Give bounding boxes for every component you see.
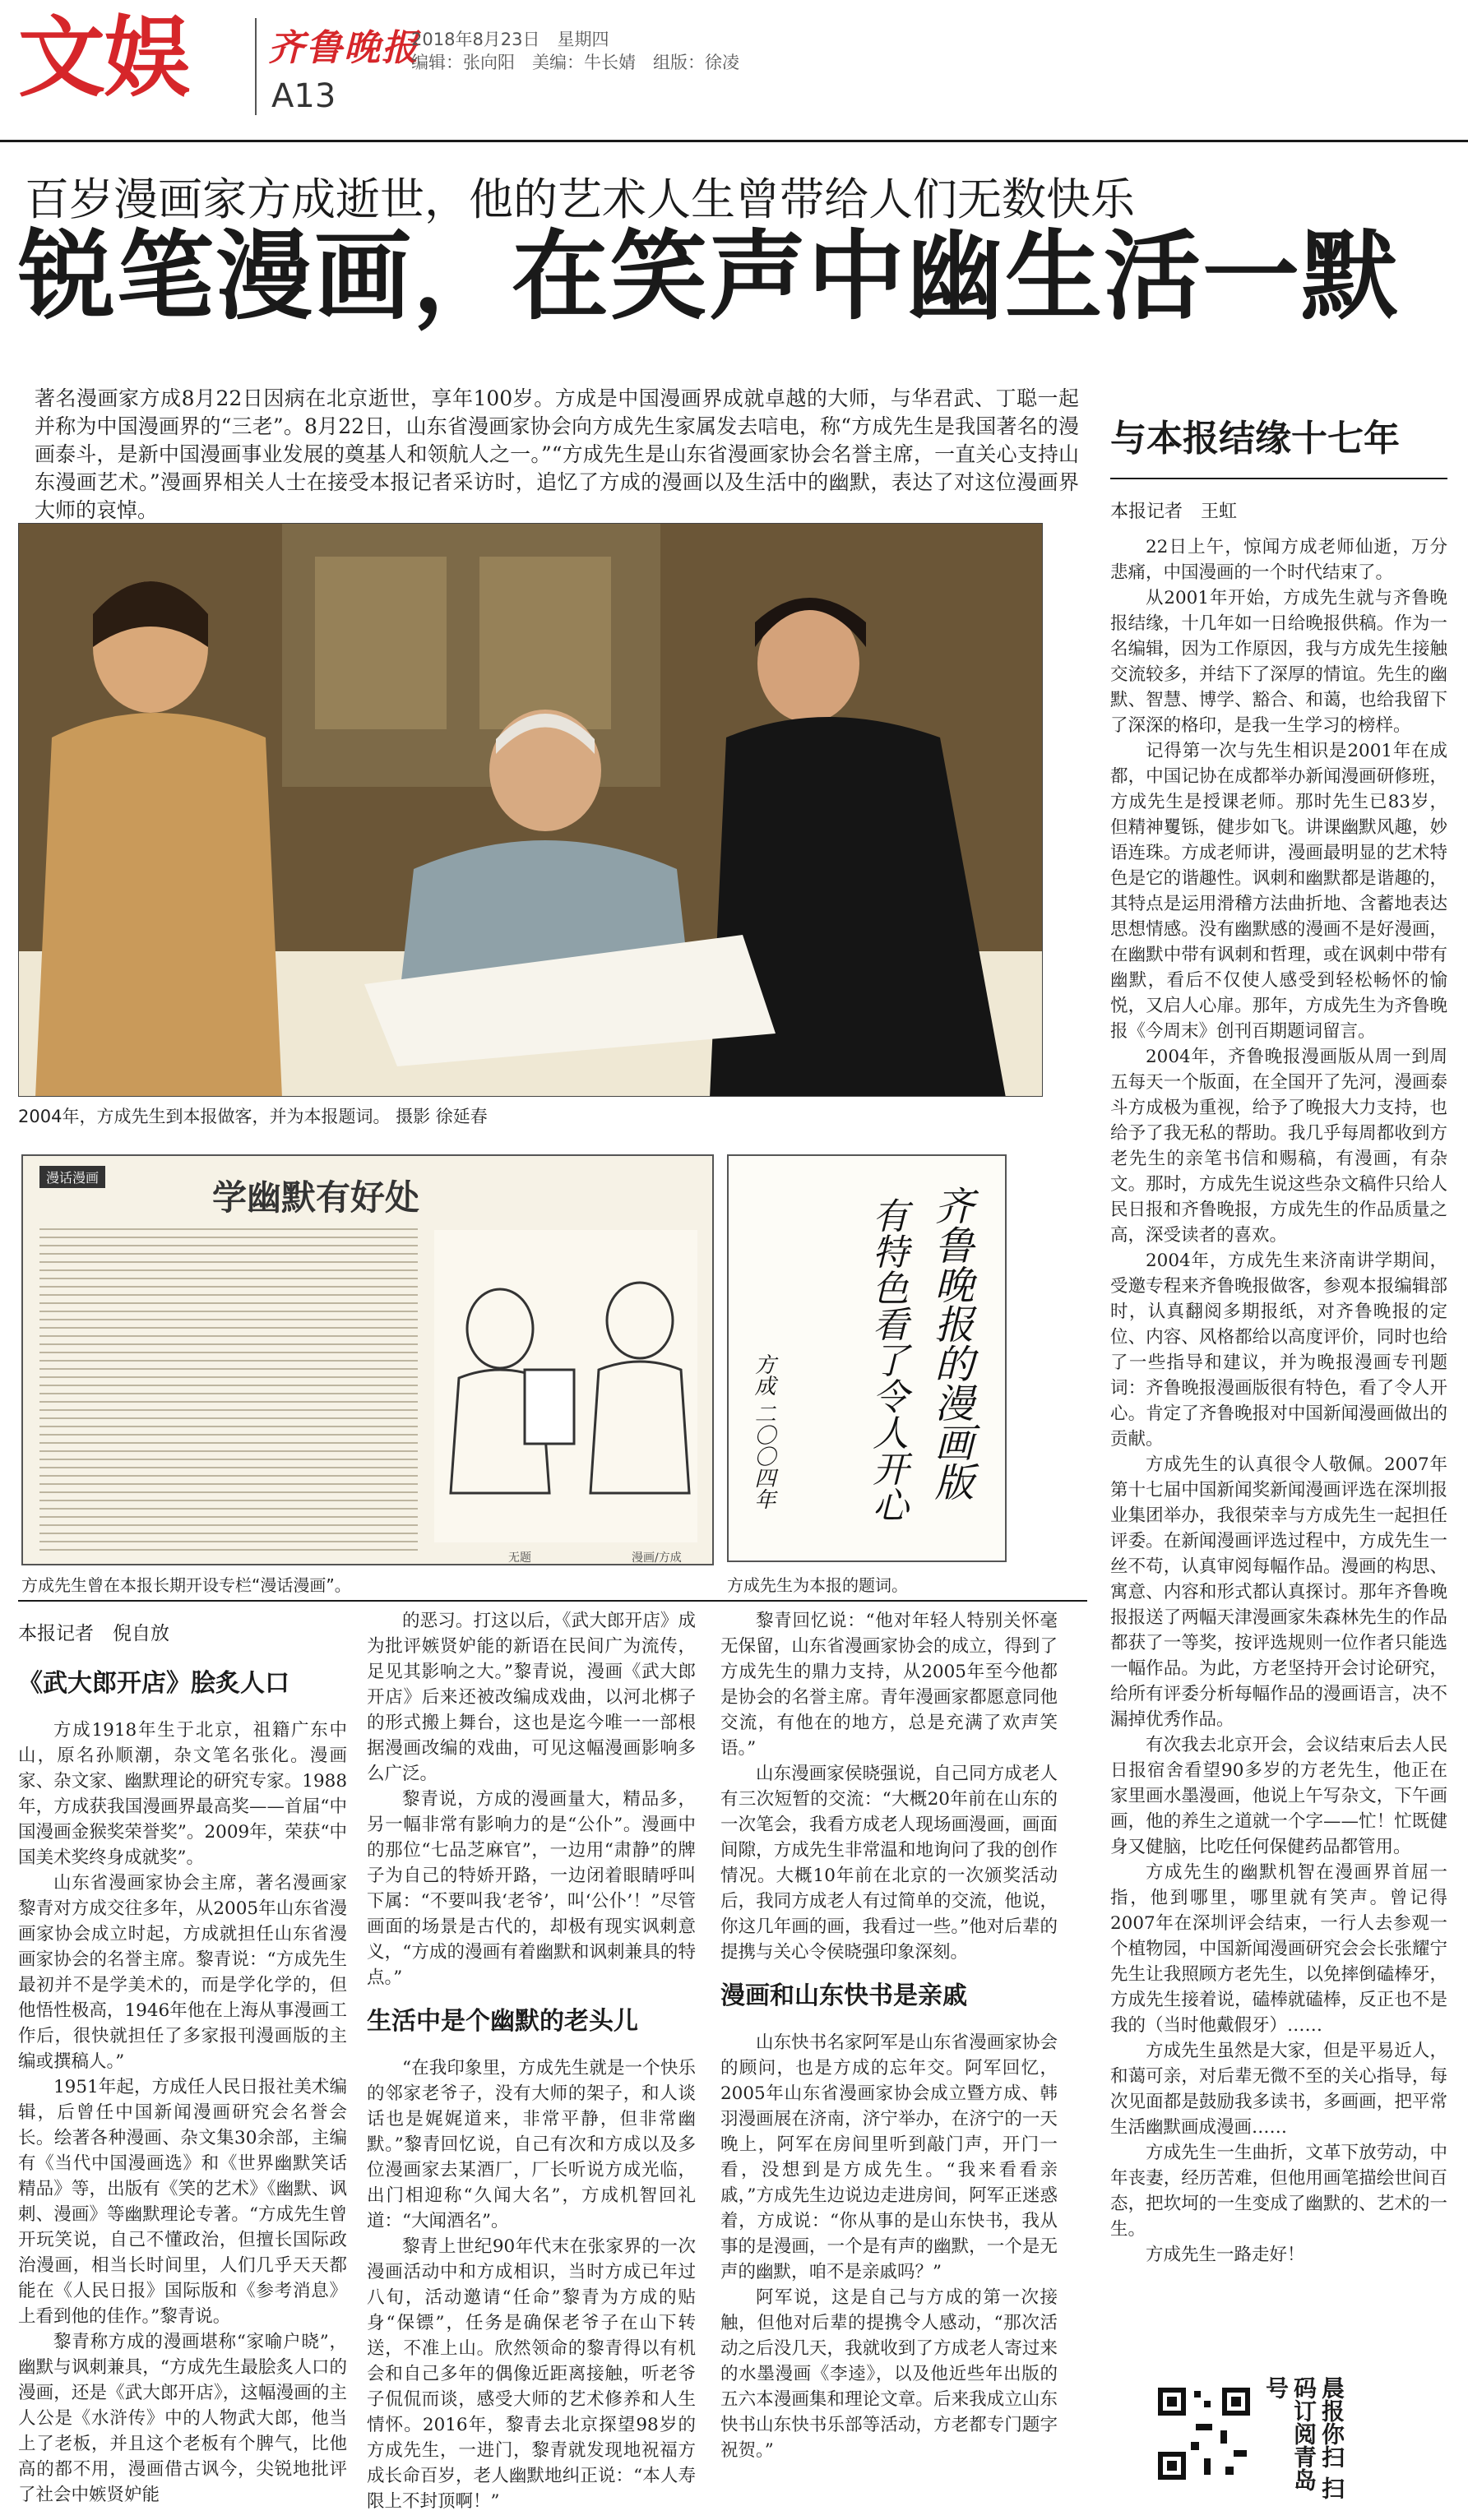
comic-right-label: 漫画/方成	[632, 1551, 682, 1565]
issue-date: 2018年8月23日 星期四	[411, 30, 609, 49]
section-title: 文娱	[18, 7, 189, 109]
article-paragraph: 的恶习。打这以后，《武大郎开店》成为批评嫉贤妒能的新语在民间广为流传，足见其影响之大。”黎青说，漫画《武大郎开店》后来还被改编成戏曲，以河北梆子的形式搬上舞台，这也是迄今唯一一部根据漫画改编的戏曲，可见这幅漫画影响多么广泛。	[367, 1611, 696, 1784]
article-column-2	[367, 1608, 696, 2514]
side-paragraph: 2004年，方成先生来济南讲学期间，受邀专程来齐鲁晚报做客，参观本报编辑部时，认真翻阅多期报纸，对齐鲁晚报的定位、内容、风格都给以高度评价，同时也给了一些指导和建议，并为晚报漫画专刊题词：齐鲁晚报漫画版很有特色，看了令人开心。肯定了齐鲁晚报对中国新闻漫画做出的贡献。	[1110, 1250, 1447, 1450]
comic-caption: 方成先生曾在本报长期开设专栏“漫话漫画”。	[21, 1575, 351, 1595]
article-paragraph: 山东漫画家侯晓强说，自己同方成老人有三次短暂的交流：“大概20年前在山东的一次笔会，我看方成老人现场画漫画，画面间隙，方成先生非常温和地询问了我的创作情况。大概10年前在北京的一次颁奖活动后，我同方成老人有过简单的交流，他说，你这几年画的画，我看过一些。”他对后辈的提携与关心令侯晓强印象深刻。	[720, 1764, 1058, 1963]
headline-kicker: 百岁漫画家方成逝世，他的艺术人生曾带给人们无数快乐	[25, 173, 1135, 225]
side-byline: 本报记者 王虹	[1110, 501, 1238, 522]
article-paragraph: 山东省漫画家协会主席，著名漫画家黎青对方成交往多年，从2005年山东省漫画家协会成立时起，方成就担任山东省漫画家协会的名誉主席。黎青说：“方成先生最初并不是学美术的，而是学化学的，但他悟性极高，1946年他在上海从事漫画工作后，很快就担任了多家报刊漫画版的主编或撰稿人。”	[18, 1873, 347, 2072]
article-column-3	[720, 1608, 1058, 2463]
calligraphy-caption: 方成先生为本报的题词。	[727, 1575, 908, 1595]
article-paragraph: 1951年起，方成任人民日报社美术编辑，后曾任中国新闻漫画研究会名誉会长。绘著各种漫画、杂文集30余部，主编有《当代中国漫画选》和《世界幽默笑话精品》等，出版有《笑的艺术》《幽默、讽刺、漫画》等幽默理论专著。“方成先生曾开玩笑说，自己不懂政治，但擅长国际政治漫画，相当长时间里，人们几乎天天都能在《人民日报》国际版和《参考消息》上看到他的佳作。”黎青说。	[18, 2077, 347, 2327]
main-headline: 锐笔漫画，在笑声中幽生活一默	[18, 220, 1401, 333]
article-paragraph: 黎青上世纪90年代末在张家界的一次漫画活动中和方成相识，当时方成已年过八旬，活动邀请“任命”黎青为方成的贴身“保镖”，任务是确保老爷子在山下转送，不准上山。欣然领命的黎青得以有机会和自己多年的偶像近距离接触，听老爷子侃侃而谈，感受大师的艺术修养和人生情怀。2016年，黎青去北京探望98岁的方成先生，一进门，黎青就发现地祝福方成长命百岁，老人幽默地纠正说：“本人寿限上不封顶啊！”	[367, 2236, 696, 2512]
comic-clipping	[21, 1154, 714, 1565]
side-paragraph: 方成先生的幽默机智在漫画界首屈一指，他到哪里，哪里就有笑声。曾记得2007年在深圳评会结束，一行人去参观一个植物园，中国新闻漫画研究会会长张耀宁先生让我照顾方老先生，以免摔倒磕棒牙，方成先生接着说，磕棒就磕棒，反正也不是我的（当时他戴假牙）……	[1110, 1861, 1447, 2036]
masthead-divider	[255, 18, 257, 115]
calligraphy-line-2: 有特色看了令人开心	[866, 1197, 908, 1523]
article-paragraph: 阿军说，这是自己与方成的第一次接触，但他对后辈的提携令人感动，“那次活动之后没几天，我就收到了方成老人寄过来的水墨漫画《李逵》，以及他近些年出版的五六本漫画集和理论文章。后来我成立山东快书山东快书乐部等活动，方老都专门题字祝贺。”	[720, 2287, 1058, 2461]
qr-caption: 晨报你扫 扫码订阅青岛号	[1262, 2376, 1345, 2499]
side-paragraph: 方成先生虽然是大家，但是平易近人，和蔼可亲，对后辈无微不至的关心指导，每次见面都是鼓励我多读书，多画画，把平常生活幽默画成漫画……	[1110, 2040, 1447, 2138]
article-paragraph: “在我印象里，方成先生就是一个快乐的邻家老爷子，没有大师的架子，和人谈话也是娓娓道来，非常平静，但非常幽默。”黎青回忆说，自己有次和方成以及多位漫画家去某酒厂，厂长听说方成光临，出门相迎称“久闻大名”，方成机智回礼道：“大闻酒名”。	[367, 2058, 696, 2231]
side-paragraph: 方成先生一生曲折，文革下放劳动，中年丧妻，经历苦难，但他用画笔描绘世间百态，把坎坷的一生变成了幽默的、艺术的一生。	[1110, 2142, 1447, 2240]
calligraphy-panel	[727, 1154, 1007, 1562]
article-subhead: 漫画和山东快书是亲戚	[720, 1981, 967, 2010]
comic-tag: 漫话漫画	[39, 1166, 105, 1188]
side-paragraph: 2004年，齐鲁晚报漫画版从周一到周五每天一个版面，在全国开了先河，漫画泰斗方成极为重视，给予了晚报大力支持，也给予了我无私的帮助。我几乎每周都收到方老先生的亲笔书信和赐稿，有漫画，有杂文。那时，方成先生说这些杂文稿件只给人民日报和齐鲁晚报，方成先生的作品质量之高，深受读者的喜欢。	[1110, 1046, 1447, 1246]
qr-code[interactable]	[1155, 2384, 1253, 2483]
editor-credits: 编辑：张向阳 美编：牛长婧 组版：徐凌	[411, 53, 739, 72]
main-photo	[18, 523, 1043, 1097]
calligraphy-line-1: 齐鲁晚报的漫画版	[928, 1186, 974, 1501]
photo-caption: 2004年，方成先生到本报做客，并为本报题词。 摄影 徐延春	[18, 1107, 488, 1126]
side-paragraph: 从2001年开始，方成先生就与齐鲁晚报结缘，十几年如一日给晚报供稿。作为一名编辑，因为工作原因，我与方成先生接触交流较多，并结下了深厚的情谊。先生的幽默、智慧、博学、豁合、和蔼，也给我留下了深深的格印，是我一生学习的榜样。	[1110, 587, 1447, 736]
qr-code-icon	[1155, 2384, 1253, 2483]
article-subhead: 生活中是个幽默的老头儿	[367, 2007, 638, 2036]
article-column-1	[18, 1653, 347, 2508]
lede-paragraph: 著名漫画家方成8月22日因病在北京逝世，享年100岁。方成是中国漫画界成就卓越的大师，与华君武、丁聪一起并称为中国漫画界的“三老”。8月22日，山东省漫画家协会向方成先生家属发去唁电，称“方成先生是我国著名的漫画泰斗，是新中国漫画事业发展的奠基人和领航人之一。”“方成先生是山东省漫画家协会名誉主席，一直关心支持山东漫画艺术。”漫画界相关人士在接受本报记者采访时，追忆了方成的漫画以及生活中的幽默，表达了对这位漫画界大师的哀悼。	[35, 386, 1079, 522]
article-paragraph: 黎青称方成的漫画堪称“家喻户晓”，幽默与讽刺兼具，“方成先生最脍炙人口的漫画，还是《武大郎开店》，这幅漫画的主人公是《水浒传》中的人物武大郎，他当上了老板，并且这个老板有个脾气，比他高的都不用，漫画借古讽今，尖锐地批评了社会中嫉贤妒能	[18, 2332, 347, 2505]
side-headline: 与本报结缘十七年	[1110, 395, 1447, 479]
article-paragraph: 方成1918年生于北京，祖籍广东中山，原名孙顺潮，杂文笔名张化。漫画家、杂文家、幽默理论的研究专家。1988年，方成获我国漫画界最高奖——首届“中国漫画金猴奖荣誉奖”。2009年，荣获“中国美术奖终身成就奖”。	[18, 1720, 347, 1868]
article-byline: 本报记者 倪自放	[18, 1623, 169, 1644]
masthead-rule	[0, 140, 1468, 142]
comic-title: 学幽默有好处	[212, 1177, 420, 1218]
page-number: A13	[271, 77, 336, 115]
article-paragraph: 黎青说，方成的漫画量大，精品多，另一幅非常有影响力的是“公仆”。漫画中的那位“七品芝麻官”，一边用“肃静”的牌子为自己的特娇开路，一边闭着眼睛呼叫下属：“不要叫我‘老爷’，叫‘公仆’！”尽管画面的场景是古代的，却极有现实讽刺意义，“方成的漫画有着幽默和讽刺兼具的特点。”	[367, 1789, 696, 1988]
comic-left-label: 无题	[508, 1551, 531, 1565]
photo-illustration	[19, 524, 1043, 1097]
article-subhead: 《武大郎开店》脍炙人口	[18, 1669, 289, 1698]
newspaper-logo: 齐鲁晚报	[268, 27, 419, 69]
calligraphy-signature: 方成 二〇〇四年	[751, 1353, 776, 1510]
comic-drawing	[434, 1230, 697, 1542]
article-rule	[18, 1600, 1087, 1602]
side-paragraph: 22日上午，惊闻方成老师仙逝，万分悲痛，中国漫画的一个时代结束了。	[1110, 536, 1447, 583]
side-paragraph: 方成先生的认真很令人敬佩。2007年第十七届中国新闻奖新闻漫画评选在深圳报业集团举办，我很荣幸与方成先生一起担任评委。在新闻漫画评选过程中，方成先生一丝不苟，认真审阅每幅作品。漫画的构思、寓意、内容和形式都认真探讨。那年齐鲁晚报报送了两幅天津漫画家朱森林先生的作品都获了一等奖，按评选规则一位作者只能选一幅作品。为此，方老坚持开会讨论研究，给所有评委分析每幅作品的漫画语言，决不漏掉优秀作品。	[1110, 1454, 1447, 1730]
side-article	[1110, 395, 1447, 2268]
article-paragraph: 山东快书名家阿军是山东省漫画家协会的顾问，也是方成的忘年交。阿军回忆，2005年山东省漫画家协会成立暨方成、韩羽漫画展在济南，济宁举办，在济宁的一天晚上，阿军在房间里听到敲门声，开门一看，没想到是方成先生。“我来看看亲戚，”方成先生边说边走进房间，阿军正迷惑着，方成说：“你从事的是山东快书，我从事的是漫画，一个是有声的幽默，一个是无声的幽默，咱不是亲戚吗？”	[720, 2032, 1058, 2282]
article-paragraph: 黎青回忆说：“他对年轻人特别关怀毫无保留，山东省漫画家协会的成立，得到了方成先生的鼎力支持，从2005年至今他都是协会的名誉主席。青年漫画家都愿意同他交流，有他在的地方，总是充满了欢声笑语。”	[720, 1611, 1058, 1759]
side-paragraph: 方成先生一路走好！	[1146, 2244, 1305, 2265]
side-paragraph: 有次我去北京开会，会议结束后去人民日报宿舍看望90多岁的方老先生，他正在家里画水墨漫画，他说上午写杂文，下午画画，他的养生之道就一个字——忙！忙既健身又健脑，比吃任何保健药品都管用。	[1110, 1734, 1447, 1857]
side-paragraph: 记得第一次与先生相识是2001年在成都，中国记协在成都举办新闻漫画研修班，方成先生是授课老师。那时先生已83岁，但精神矍铄，健步如飞。讲课幽默风趣，妙语连珠。方成老师讲，漫画最明显的艺术特色是它的谐趣性。讽刺和幽默都是谐趣的，其特点是运用滑稽方法曲折地、含蓄地表达思想情感。没有幽默感的漫画不是好漫画，在幽默中带有讽刺和哲理，或在讽刺中带有幽默，看后不仅使人感受到轻松畅怀的愉悦，又启人心扉。那年，方成先生为齐鲁晚报《今周末》创刊百期题词留言。	[1110, 740, 1447, 1042]
comic-text-block	[39, 1222, 418, 1551]
